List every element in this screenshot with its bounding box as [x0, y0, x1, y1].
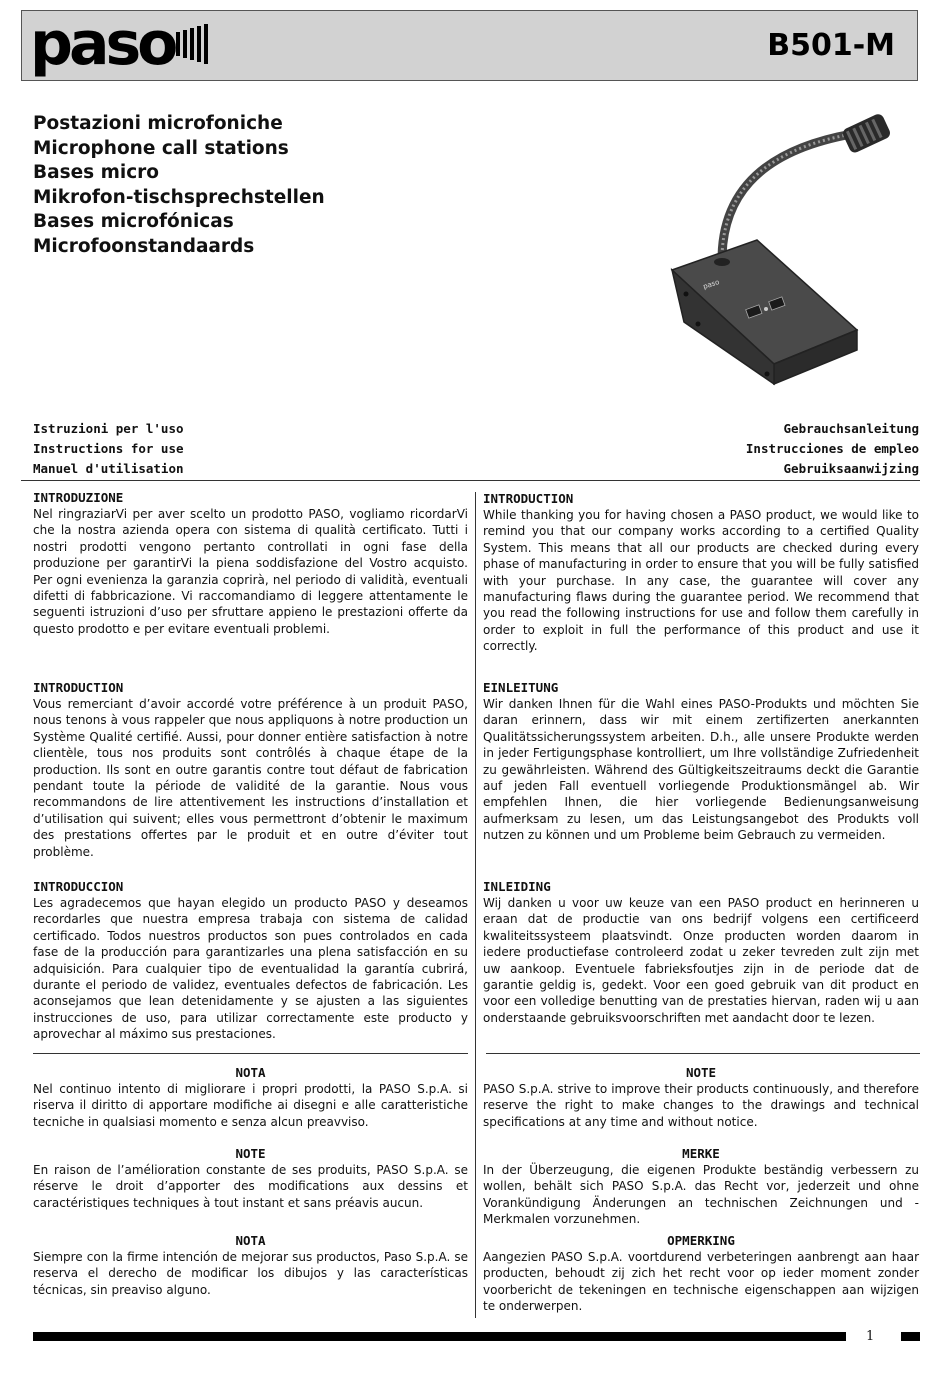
section-es	[33, 879, 468, 1043]
title-es: Bases microfónicas	[33, 211, 234, 232]
section-body: While thanking you for having chosen a PASO product, we would like to remind you that our company works according to a certified Quality System. This means that all our products are checked during every phase of manufacturing in order to ensure that you will be fully satisfied with your purchase. In any case, the guarantee will cover any manufacturing flaws during the guarantee period. We recommend that you read the following instructions for use and follow them carefully in order to exploit in full the performance of this product and use it correctly.	[483, 508, 919, 654]
footer-bar	[33, 1332, 846, 1341]
section-heading: INLEIDING	[483, 879, 551, 894]
note-body: PASO S.p.A. strive to improve their products continuously, and therefore reserve the right to make changes to the drawings and technical specifications at any time and without notice.	[483, 1082, 919, 1129]
section-en	[483, 491, 919, 655]
section-body: Nel ringraziarVi per aver scelto un prodotto PASO, vogliamo ricordarVi che la nostra azienda opera con sistema di qualità certificato. Tutti i nostri prodotti vengono pertanto controllati in ogni fase della produzione per garantirVi la piena soddisfazione del Vostro acquisto. Per ogni evenienza la garanzia coprirà, nel periodo di validità, eventuali difetti di fabbricazione. Vi raccomandiamo di leggere attentamente le seguenti istruzioni d’uso per sfruttare appieno le prestazioni offerte da questo prodotto e per evitare eventuali problemi.	[33, 507, 468, 636]
title-it: Postazioni microfoniche	[33, 113, 283, 134]
section-nl	[483, 879, 919, 1026]
section-body: Les agradecemos que hayan elegido un producto PASO y deseamos recordarles que nuestra empresa trabaja con sistema de calidad certificado. Todos nuestros productos son pues controlados en cada fase de la producción para garantizarles una plena satisfacción en su adquisición. Para cualquier tipo de eventualidad la garantía cubrirá, durante el periodo de validez, eventuales defectos de fabricación. Les aconsejamos que lean detenidamente y se ajusten a las siguientes instrucciones de uso, para utilizar correctamente este producto y aprovechar al máximo sus prestaciones.	[33, 896, 468, 1042]
instructions-de: Gebrauchsanleitung	[783, 421, 919, 436]
footer-marker	[901, 1332, 920, 1341]
section-body: Wij danken u voor uw keuze van een PASO product en herinneren u eraan dat de productie van ons bedrijf volgens een certificeerd kwaliteitssysteem plaatsvindt. Onze producten worden daarom in iedere productiefase controleerd zodat u zeker tevreden zult zijn met uw aankoop. Eventuele fabrieksfoutjes zijn in de periode dat de garantie geldig is, gedekt. Voor een goed gebruik van dit product en voor een volledige benutting van de prestaties hiervan, raden wij u aan onderstaande gebruiksvoorschriften met aandacht door te lezen.	[483, 896, 919, 1025]
section-de	[483, 680, 919, 844]
note-en	[483, 1065, 919, 1130]
instructions-es: Instrucciones de empleo	[745, 441, 919, 456]
column-divider	[475, 492, 476, 1318]
notes-divider-right	[486, 1053, 920, 1054]
note-title: MERKE	[682, 1146, 720, 1161]
instructions-it: Istruzioni per l'uso	[33, 421, 184, 436]
section-heading: INTRODUZIONE	[33, 490, 124, 505]
logo-text: paso	[30, 9, 175, 79]
section-heading: INTRODUCTION	[483, 491, 574, 506]
note-title: NOTE	[685, 1065, 717, 1080]
note-nl	[483, 1233, 919, 1315]
title-nl: Microfoonstandaards	[33, 235, 255, 257]
instructions-fr: Manuel d'utilisation	[33, 461, 184, 476]
model-number: B501-M	[767, 28, 895, 63]
section-fr	[33, 680, 468, 860]
note-es	[33, 1233, 468, 1298]
note-body: In der Überzeugung, die eigenen Produkte beständig verbessern zu wollen, behält sich PASO S.p.A. das Recht vor, jederzeit und ohne Vorankündigung Änderungen an technischen Zeichnungen und - Merkmalen vorzunehmen.	[483, 1163, 919, 1227]
page-number: 1	[866, 1329, 875, 1344]
section-heading: EINLEITUNG	[483, 680, 559, 695]
section-heading: INTRODUCTION	[33, 680, 124, 695]
note-body: Nel continuo intento di migliorare i propri prodotti, la PASO S.p.A. si riserva il diritto di apportare modifiche ai disegni e alle caratteristiche tecniche in qualsiasi momento e senza alcun preavviso.	[33, 1082, 468, 1129]
note-body: En raison de l’amélioration constante de ses produits, PASO S.p.A. se réserve le droit d’apporter des modifications aux dessins et caractéristiques techniques à tout instant et sans préavis aucun.	[33, 1163, 468, 1210]
note-fr	[33, 1146, 468, 1211]
note-body: Aangezien PASO S.p.A. voortdurend verbeteringen aanbrengt aan haar producten, behoudt zij zich het recht voor op ieder moment zonder voorbericht de tekeningen en technische eigenschappen aan wijzigen te onderwerpen.	[483, 1250, 919, 1314]
title-de: Mikrofon-tischsprechstellen	[33, 186, 325, 208]
note-title: OPMERKING	[667, 1233, 735, 1248]
title-en: Microphone call stations	[33, 137, 289, 159]
instructions-nl: Gebruiksaanwijzing	[783, 461, 919, 476]
divider-top	[21, 480, 920, 481]
device-badge: paso	[702, 278, 721, 291]
note-title: NOTE	[235, 1146, 266, 1161]
note-body: Siempre con la firme intención de mejorar sus productos, Paso S.p.A. se reserva el derecho de modificar los dibujos y las características técnicas, sin preaviso alguno.	[33, 1250, 468, 1297]
note-de	[483, 1146, 919, 1228]
sound-waves-icon	[176, 24, 210, 64]
section-heading: INTRODUCCION	[33, 879, 124, 894]
notes-divider-left	[33, 1053, 468, 1054]
instructions-labels-left	[33, 419, 184, 479]
microphone-base-image	[662, 112, 902, 402]
note-title: NOTA	[235, 1233, 266, 1248]
section-body: Vous remerciant d’avoir accordé votre préférence à un produit PASO, nous tenons à vous rappeler que nous appliquons à notre production un Système Qualité certifié. Aussi, pour donner entière satisfaction à notre clientèle, tous nos produits sont contrôlés à chaque étape de la production. Ils sont en outre garantis contre tout défaut de fabrication pendant toute la période de validité de la garantie. Nous vous recommandons de lire attentivement les instructions d’installation et d’utilisation qui suivent; elles vous permettront d’obtenir le maximum des prestations offertes par le produit et en outre d’éviter tout problème.	[33, 697, 468, 859]
note-title: NOTA	[235, 1065, 266, 1080]
section-it	[33, 490, 468, 637]
instructions-labels-right	[746, 419, 919, 479]
note-it	[33, 1065, 468, 1130]
instructions-en: Instructions for use	[33, 441, 184, 456]
paso-logo	[30, 9, 210, 79]
section-body: Wir danken Ihnen für die Wahl eines PASO-Produkts und möchten Sie daran erinnern, dass wir mit einem zertifizerten anerkannten Qualitätssicherungssystem arbeiten. D.h., alle unsere Produkte werden in jeder Fertigungsphase kontrolliert, um Ihre vollständige Zufriedenheit zu gewährleisten. Während des Gültigkeitszeitraums deckt die Garantie auf jeden Fall eventuell vorliegende Produktionsmängel ab. Wir empfehlen Ihnen, die hier vorliegende Bedienungsanweisung aufmerksam zu lesen, um das Leistungsangebot des Produkts voll nutzen zu können und um Probleme beim Gebrauch zu vermeiden.	[483, 697, 919, 843]
product-titles	[33, 112, 325, 259]
title-fr: Bases micro	[33, 162, 160, 183]
